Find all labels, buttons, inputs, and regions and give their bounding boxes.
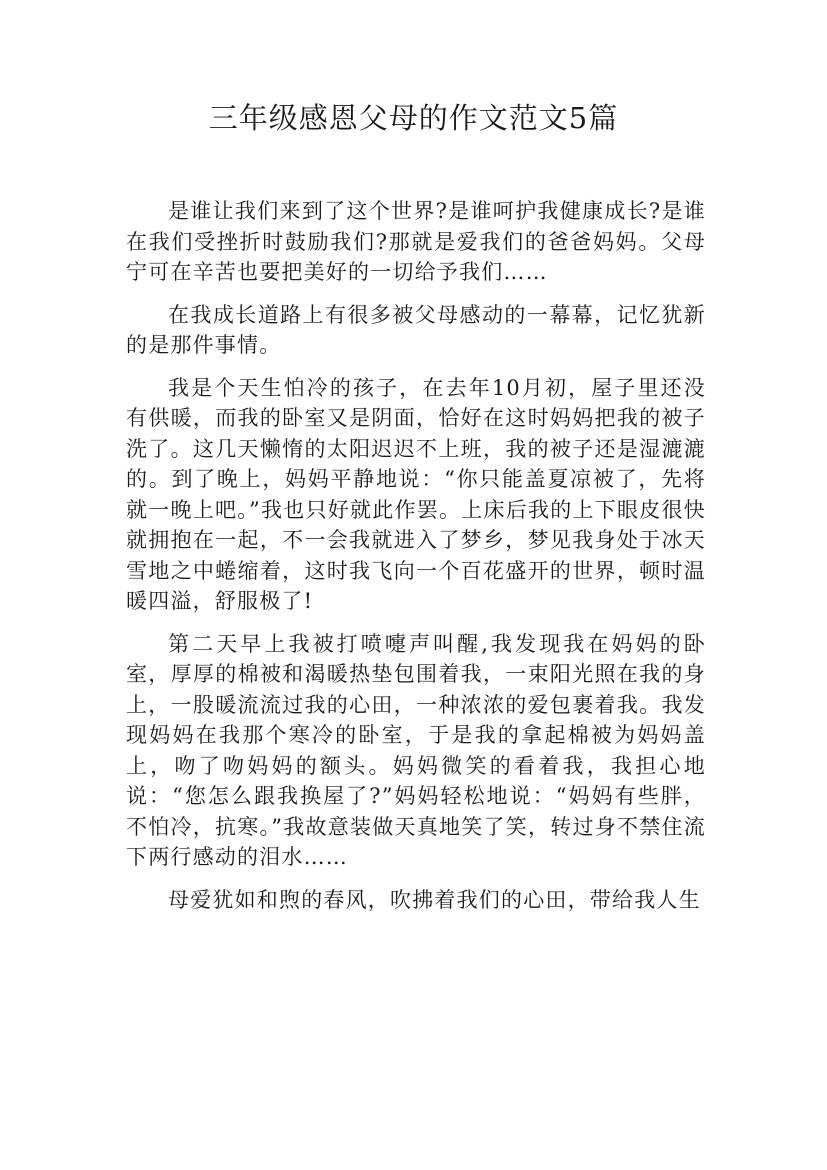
paragraph: 母爱犹如和煦的春风，吹拂着我们的心田，带给我人生 <box>168 887 701 912</box>
paragraph: 第二天早上我被打喷嚏声叫醒,我发现我在妈妈的卧室，厚厚的棉被和渴暖热垫包围着我，一束阳光照在我的身上，一股暖流流过我的心田，一种浓浓的爱包裹着我。我发现妈妈在我那个寒冷的卧室，于是我的拿起棉被为妈妈盖上，吻了吻妈妈的额头。妈妈微笑的看着我，我担心地说：“您怎么跟我换屋了?”妈妈轻松地说：“妈妈有些胖，不怕冷，抗寒。”我故意装做天真地笑了笑，转过身不禁住流下两行感动的泪水…… <box>126 631 706 869</box>
paragraph: 在我成长道路上有很多被父母感动的一幕幕，记忆犹新的是那件事情。 <box>126 302 706 357</box>
document-title: 三年级感恩父母的作文范文5篇 <box>208 101 619 135</box>
paragraph: 是谁让我们来到了这个世界?是谁呵护我健康成长?是谁在我们受挫折时鼓励我们?那就是爱我们的爸爸妈妈。父母宁可在辛苦也要把美好的一切给予我们…… <box>126 199 706 284</box>
paragraph: 我是个天生怕冷的孩子，在去年10月初，屋子里还没有供暖，而我的卧室又是阴面，恰好在这时妈妈把我的被子洗了。这几天懒惰的太阳迟迟不上班，我的被子还是湿漉漉的。到了晚上，妈妈平静地说：“你只能盖夏凉被了，先将就一晚上吧。”我也只好就此作罢。上床后我的上下眼皮很快就拥抱在一起，不一会我就进入了梦乡，梦见我身处于冰天雪地之中蜷缩着，这时我飞向一个百花盛开的世界，顿时温暖四溢，舒服极了! <box>126 375 706 613</box>
document-body <box>126 196 706 927</box>
